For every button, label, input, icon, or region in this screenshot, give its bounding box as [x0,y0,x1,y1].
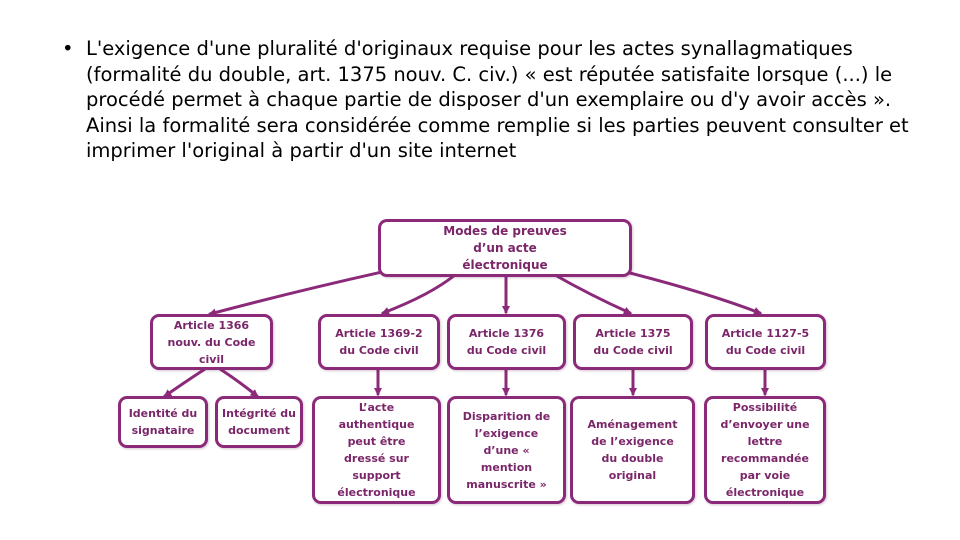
leaf-identite-box: Identité du signataire [118,396,208,448]
leaf-amenagement-box: Aménagement de l’exigence du double original [570,396,695,504]
leaf-possibilite-box: Possibilité d’envoyer une lettre recommandée par voie électronique [704,396,826,504]
leaf-integrite-box: Intégrité du document [215,396,303,448]
leaf-disparition-box: Disparition de l’exigence d’une « mention manuscrite » [447,396,566,504]
arrow-root-1369 [383,275,455,313]
bullet-text: L'exigence d'une pluralité d'originaux requise pour les actes synallagmatiques (formalité du double, art. 1375 nouv. C. civ.) « est réputée satisfaite lorsque (...) le procédé permet à chaque partie de disposer d'un exemplaire ou d'y avoir accès ». Ainsi la formalité sera considérée comme remplie si les parties peuvent consulter et imprimer l'original à partir d'un site internet [86,37,909,162]
article-1376-box: Article 1376 du Code civil [447,314,566,370]
article-1127-box: Article 1127-5 du Code civil [705,314,826,370]
article-1375-box: Article 1375 du Code civil [573,314,693,370]
arrow-root-1366 [210,268,400,314]
arrow-root-1375 [555,275,630,313]
root-box: Modes de preuves d’un acte électronique [378,219,632,277]
bullet-marker: • [62,37,74,60]
article-1369-box: Article 1369-2 du Code civil [318,314,440,370]
arrow-1366-integrite [220,369,257,396]
leaf-authentique-box: L’acte authentique peut être dressé sur support électronique [312,396,441,504]
arrow-root-1127 [610,268,760,313]
article-1366-box: Article 1366 nouv. du Code civil [150,314,273,370]
arrow-1366-identite [165,369,205,396]
